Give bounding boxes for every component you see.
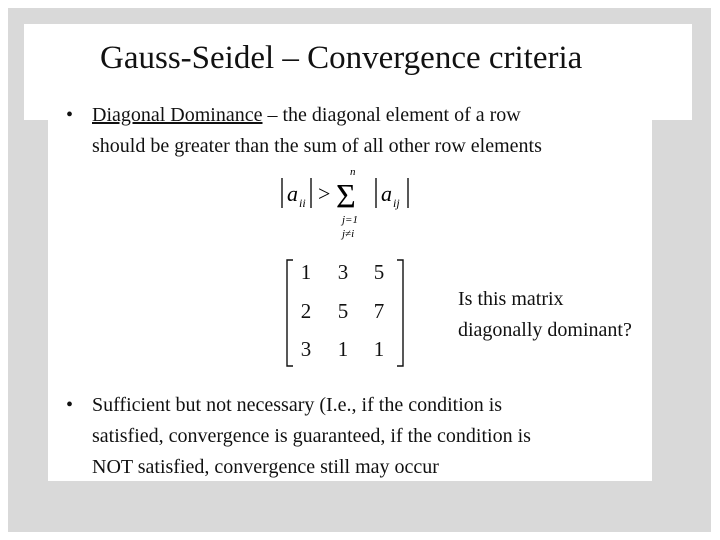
- matrix-cell: 7: [373, 299, 385, 323]
- matrix-cell: 5: [337, 299, 349, 323]
- dominance-formula: [278, 163, 428, 248]
- matrix-cell: 1: [337, 337, 349, 361]
- formula-relation: >: [318, 181, 331, 206]
- matrix-cell: 1: [300, 260, 312, 284]
- matrix-right-bracket: [397, 260, 403, 366]
- bullet-line-2: satisfied, convergence is guaranteed, if the condition is: [92, 425, 531, 447]
- matrix-cell: 3: [337, 260, 349, 284]
- bullet-marker: •: [66, 104, 74, 126]
- formula-rhs: a: [381, 181, 392, 206]
- summation-sign: Σ: [336, 178, 356, 215]
- bullet-line-1: Sufficient but not necessary (I.e., if the condition is: [92, 394, 503, 416]
- bullet-line-3: NOT satisfied, convergence still may occur: [92, 456, 439, 478]
- matrix-left-bracket: [287, 260, 293, 366]
- bullet-diagonal-dominance: [66, 100, 682, 162]
- bullet-sufficient-condition: [66, 390, 692, 483]
- diagonal-dominance-term: Diagonal Dominance: [92, 104, 263, 126]
- matrix-question: [458, 284, 632, 346]
- formula-rhs-subscript: ij: [393, 196, 400, 210]
- dominance-definition-start: – the diagonal element of a row: [262, 104, 521, 126]
- formula-lhs: a: [287, 181, 298, 206]
- question-line-2: diagonally dominant?: [458, 319, 632, 341]
- formula-lhs-subscript: ii: [299, 196, 306, 210]
- question-line-1: Is this matrix: [458, 288, 564, 310]
- bullet-line-1: [92, 100, 682, 131]
- sum-upper-limit: n: [350, 166, 356, 178]
- slide-title: Gauss-Seidel – Convergence criteria: [100, 40, 583, 76]
- bullet-marker: •: [66, 394, 74, 416]
- sum-lower-limit-1: j=1: [342, 214, 358, 226]
- sum-lower-limit-2: j≠i: [342, 228, 355, 240]
- example-matrix: [284, 258, 406, 368]
- matrix-cell: 5: [373, 260, 385, 284]
- matrix-cell: 3: [300, 337, 312, 361]
- matrix-cell: 1: [373, 337, 385, 361]
- bullet-line-2: should be greater than the sum of all other row elements: [92, 135, 542, 157]
- matrix-cell: 2: [300, 299, 312, 323]
